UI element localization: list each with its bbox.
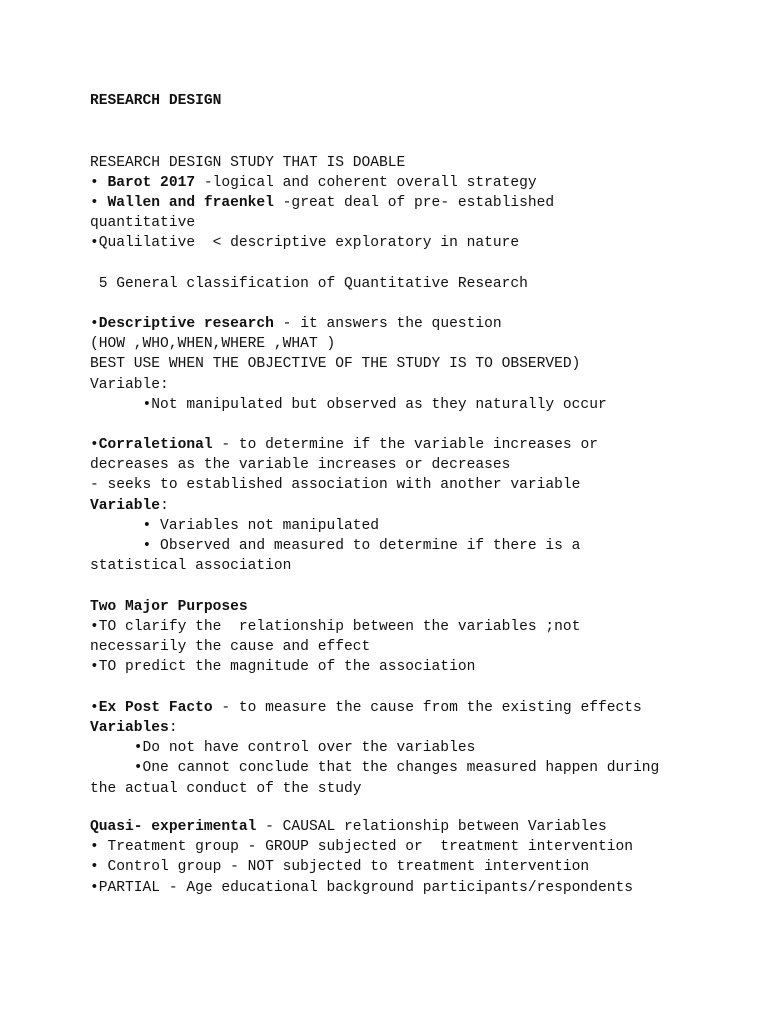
- correlational-text: - to determine if the variable increases or: [212, 437, 598, 453]
- descriptive-item-1: •Not manipulated but observed as they naturally occur: [90, 397, 607, 413]
- intro-wallen-line: [90, 193, 554, 213]
- purposes-heading: Two Major Purposes: [90, 599, 248, 615]
- wallen-text: -great deal of pre- established: [273, 195, 555, 211]
- variable-colon: :: [168, 720, 178, 736]
- purposes-item-1-cont: necessarily the cause and effect: [90, 639, 371, 655]
- descriptive-name: Descriptive research: [98, 316, 274, 332]
- correlational-item-1: • Variables not manipulated: [90, 518, 380, 534]
- correlational-item-2: • Observed and measured to determine if there is a: [90, 538, 581, 554]
- intro-heading: RESEARCH DESIGN STUDY THAT IS DOABLE: [90, 155, 406, 171]
- quasi-name: Quasi- experimental: [90, 819, 257, 835]
- descriptive-line3: BEST USE WHEN THE OBJECTIVE OF THE STUDY IS TO OBSERVED): [90, 356, 581, 372]
- page-title: RESEARCH DESIGN: [90, 93, 222, 109]
- expost-item-1: •Do not have control over the variables: [90, 740, 476, 756]
- expost-item-2-cont: the actual conduct of the study: [90, 781, 362, 797]
- barot-name: Barot 2017: [107, 175, 196, 191]
- wallen-name: Wallen and fraenkel: [107, 195, 274, 211]
- bullet: •: [90, 437, 99, 453]
- purposes-item-2: •TO predict the magnitude of the association: [90, 659, 476, 675]
- correlational-line: [90, 435, 598, 455]
- variable-label: Variable: [90, 498, 161, 514]
- bullet: •: [90, 195, 108, 211]
- expost-line: [90, 698, 642, 718]
- correlational-line3: - seeks to established association with another variable: [90, 477, 581, 493]
- purposes-item-1: •TO clarify the relationship between the variables ;not: [90, 619, 581, 635]
- expost-name: Ex Post Facto: [98, 700, 213, 716]
- descriptive-text: - it answers the question: [273, 316, 502, 332]
- intro-barot-line: [90, 173, 537, 193]
- descriptive-line: [90, 314, 502, 334]
- quasi-line: [90, 817, 607, 837]
- expost-item-2: •One cannot conclude that the changes measured happen during: [90, 760, 660, 776]
- expost-variable-label: [90, 718, 178, 738]
- barot-text: -logical and coherent overall strategy: [195, 175, 537, 191]
- quasi-item-2: • Control group - NOT subjected to treatment intervention: [90, 859, 590, 875]
- correlational-line2: decreases as the variable increases or decreases: [90, 457, 511, 473]
- bullet: •: [90, 316, 99, 332]
- quasi-text: - CAUSAL relationship between Variables: [256, 819, 607, 835]
- correlational-variable-label: [90, 496, 169, 516]
- bullet: •: [90, 175, 108, 191]
- quasi-item-1: • Treatment group - GROUP subjected or treatment intervention: [90, 839, 633, 855]
- classification-heading: 5 General classification of Quantitative Research: [90, 276, 528, 292]
- descriptive-line2: (HOW ,WHO,WHEN,WHERE ,WHAT ): [90, 336, 336, 352]
- variable-label: Variables: [90, 720, 169, 736]
- intro-wallen-cont: quantitative: [90, 215, 196, 231]
- bullet: •: [90, 700, 99, 716]
- intro-qualitative: •Qualilative < descriptive exploratory in nature: [90, 235, 520, 251]
- correlational-name: Corraletional: [98, 437, 213, 453]
- descriptive-variable-label: Variable:: [90, 377, 169, 393]
- expost-text: - to measure the cause from the existing effects: [212, 700, 642, 716]
- variable-colon: :: [160, 498, 169, 514]
- quasi-item-3: •PARTIAL - Age educational background participants/respondents: [90, 880, 633, 896]
- correlational-item-2-cont: statistical association: [90, 558, 292, 574]
